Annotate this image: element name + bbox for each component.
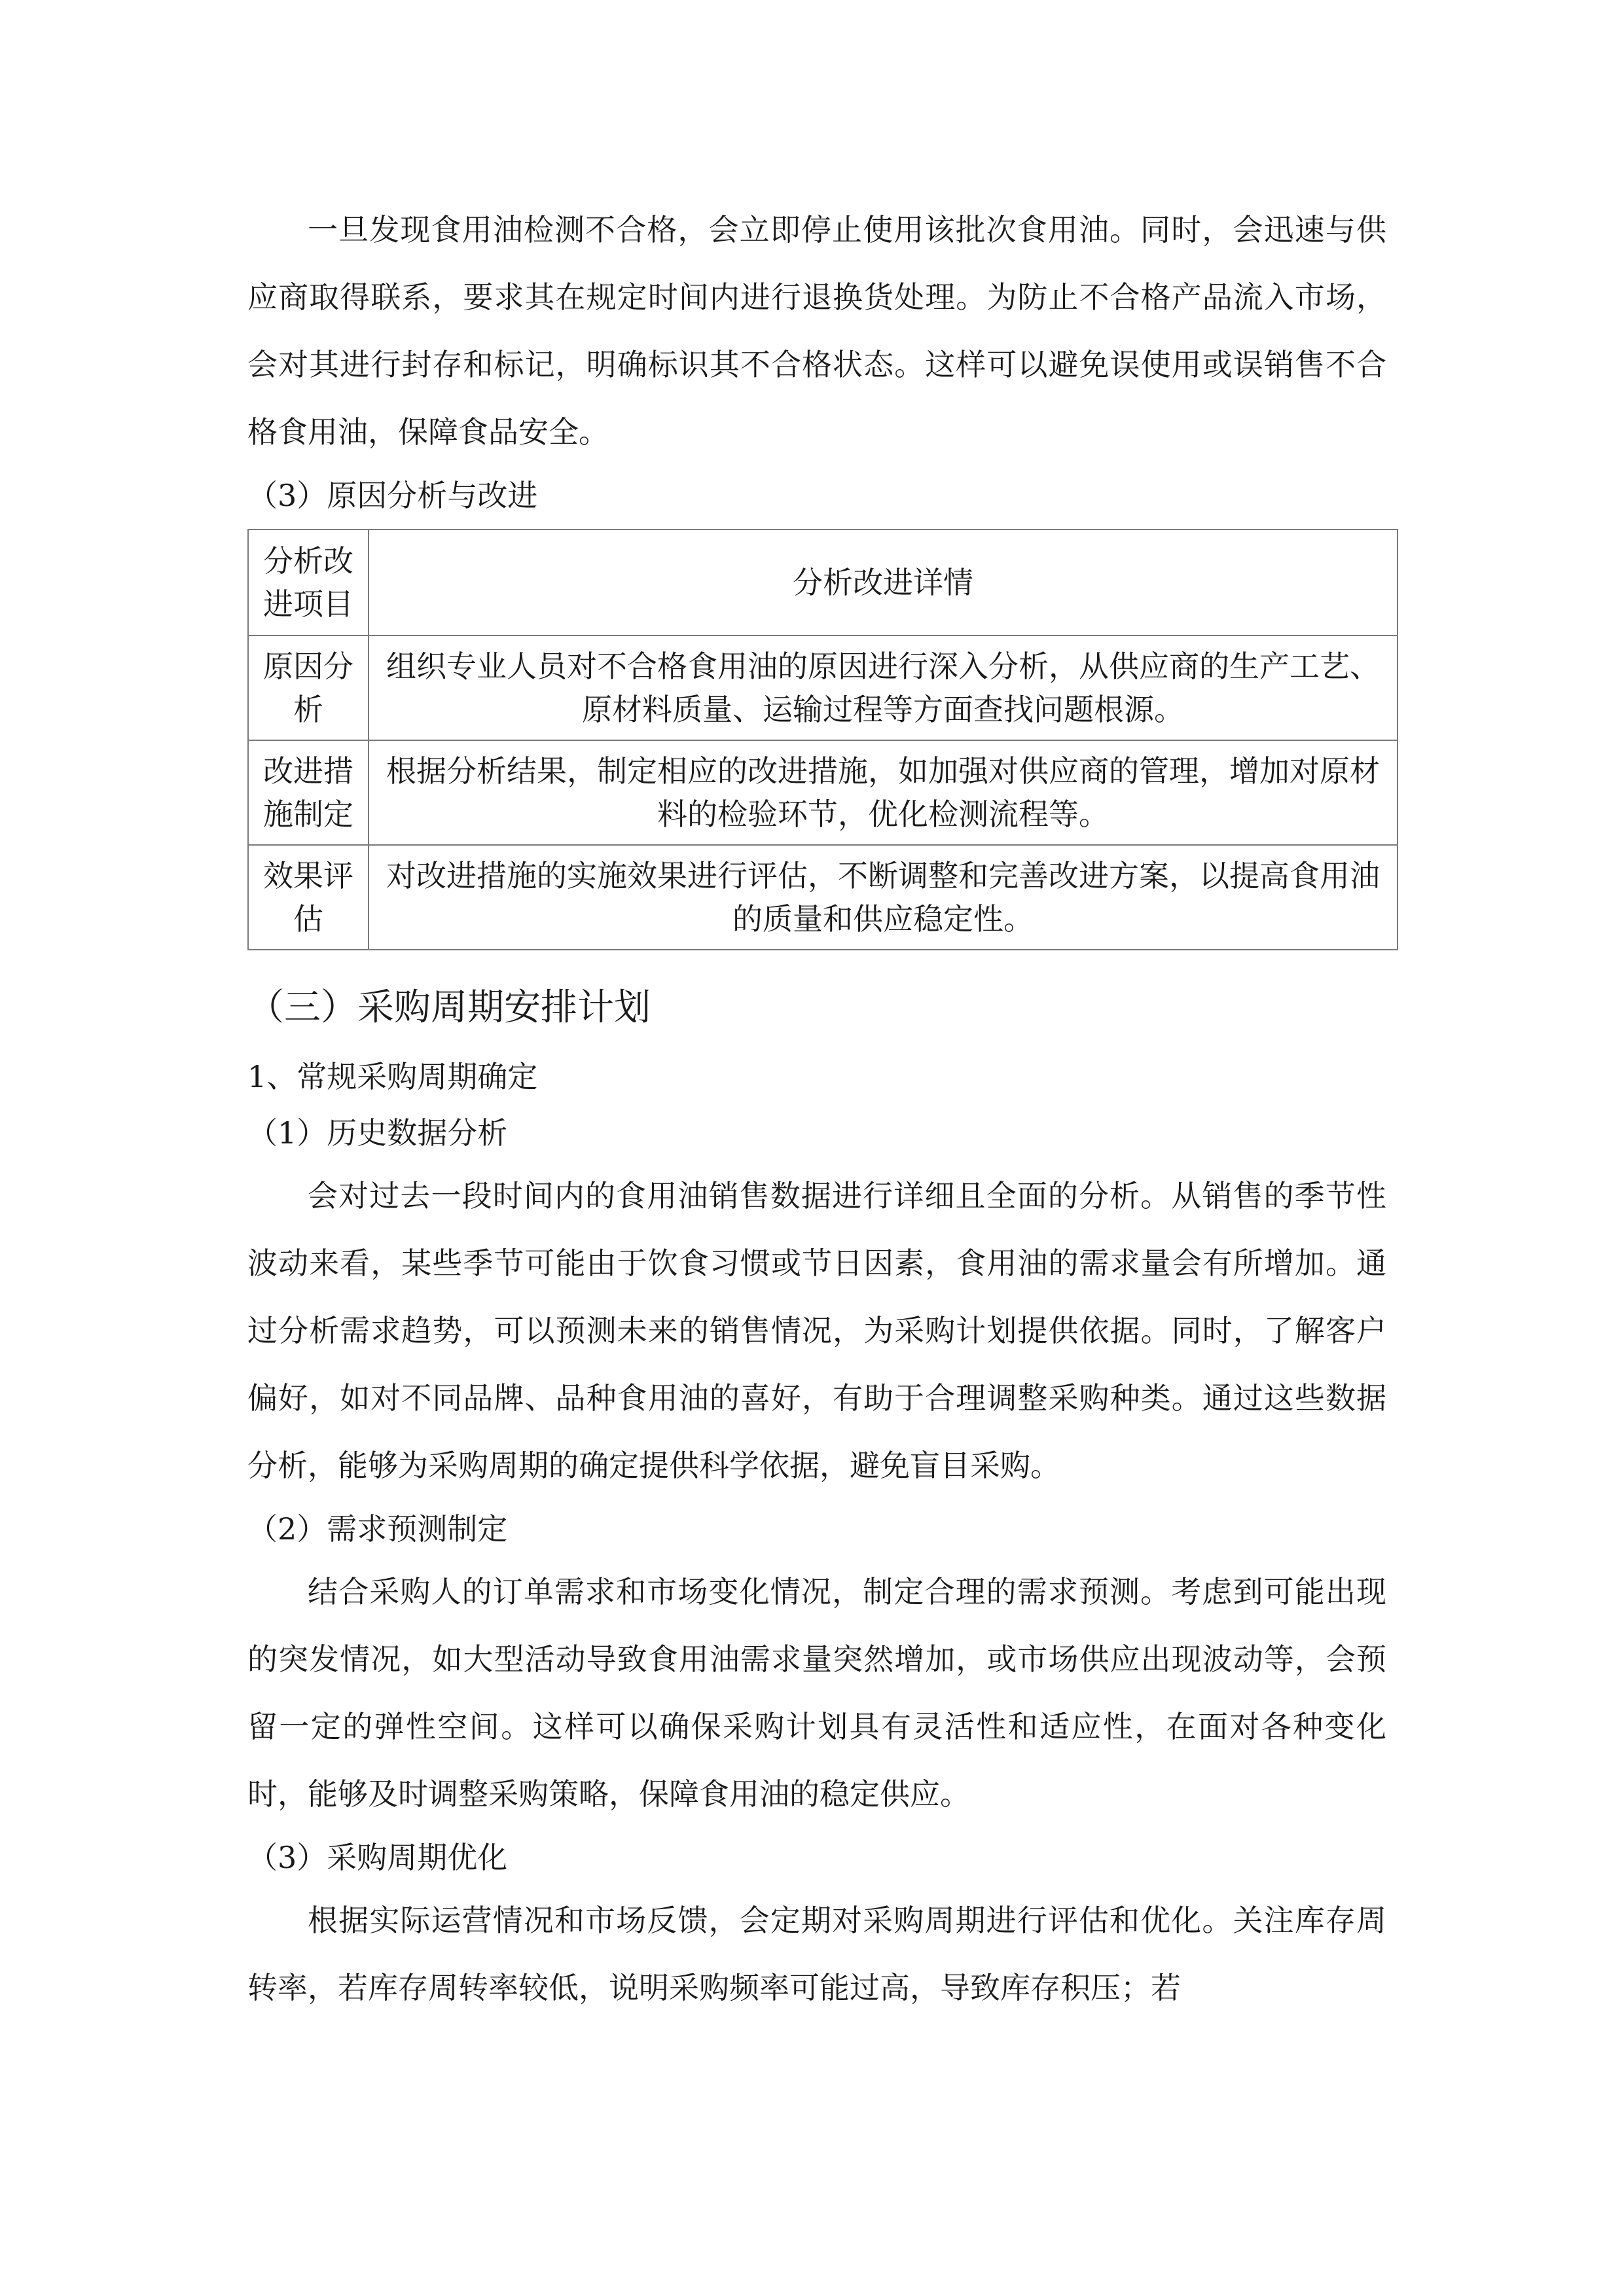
subheading-cycle-optimization: （3）采购周期优化 — [247, 1840, 508, 1875]
table-row — [248, 845, 1398, 950]
paragraph-historical-data: 会对过去一段时间内的食用油销售数据进行详细且全面的分析。从销售的季节性波动来看，某些季节可能由于饮食习惯或节日因素，食用油的需求量会有所增加。通过分析需求趋势，可以预测未来的销售情况，为采购计划提供依据。同时，了解客户偏好，如对不同品牌、品种食用油的喜好，有助于合理调整采购种类。通过这些数据分析，能够为采购周期的确定提供科学依据，避免盲目采购。 — [247, 1178, 1386, 1483]
table-cell-item: 效果评估 — [248, 845, 369, 950]
subheading-cause-analysis: （3）原因分析与改进 — [247, 478, 538, 513]
table-header-row — [248, 529, 1398, 636]
table-cell-detail: 组织专业人员对不合格食用油的原因进行深入分析，从供应商的生产工艺、原材料质量、运输过程等方面查找问题根源。 — [369, 636, 1398, 740]
subheading-demand-forecast: （2）需求预测制定 — [247, 1511, 508, 1547]
table-cell-item: 原因分析 — [248, 636, 369, 740]
paragraph-demand-forecast: 结合采购人的订单需求和市场变化情况，制定合理的需求预测。考虑到可能出现的突发情况，如大型活动导致食用油需求量突然增加，或市场供应出现波动等，会预留一定的弹性空间。这样可以确保采购计划具有灵活性和适应性，在面对各种变化时，能够及时调整采购策略，保障食用油的稳定供应。 — [247, 1574, 1386, 1812]
table-cell-item: 改进措施制定 — [248, 740, 369, 845]
table-cell-detail: 根据分析结果，制定相应的改进措施，如加强对供应商的管理，增加对原材料的检验环节，优化检测流程等。 — [369, 740, 1398, 845]
item-heading: 1、常规采购周期确定 — [247, 1059, 538, 1094]
section-heading: （三）采购周期安排计划 — [247, 986, 651, 1029]
analysis-table — [247, 529, 1398, 950]
subheading-historical-data: （1）历史数据分析 — [247, 1115, 508, 1151]
table-header-cell: 分析改进详情 — [369, 529, 1398, 636]
table-header-cell: 分析改进项目 — [248, 529, 369, 636]
table-row — [248, 636, 1398, 740]
paragraph-cycle-optimization: 根据实际运营情况和市场反馈，会定期对采购周期进行评估和优化。关注库存周转率，若库存周转率较低，说明采购频率可能过高，导致库存积压；若 — [247, 1903, 1386, 2005]
table-row — [248, 740, 1398, 845]
table-cell-detail: 对改进措施的实施效果进行评估，不断调整和完善改进方案，以提高食用油的质量和供应稳定性。 — [369, 845, 1398, 950]
document-page — [247, 196, 1386, 2022]
intro-paragraph: 一旦发现食用油检测不合格，会立即停止使用该批次食用油。同时，会迅速与供应商取得联系，要求其在规定时间内进行退换货处理。为防止不合格产品流入市场，会对其进行封存和标记，明确标识其不合格状态。这样可以避免误使用或误销售不合格食用油，保障食品安全。 — [247, 212, 1386, 450]
